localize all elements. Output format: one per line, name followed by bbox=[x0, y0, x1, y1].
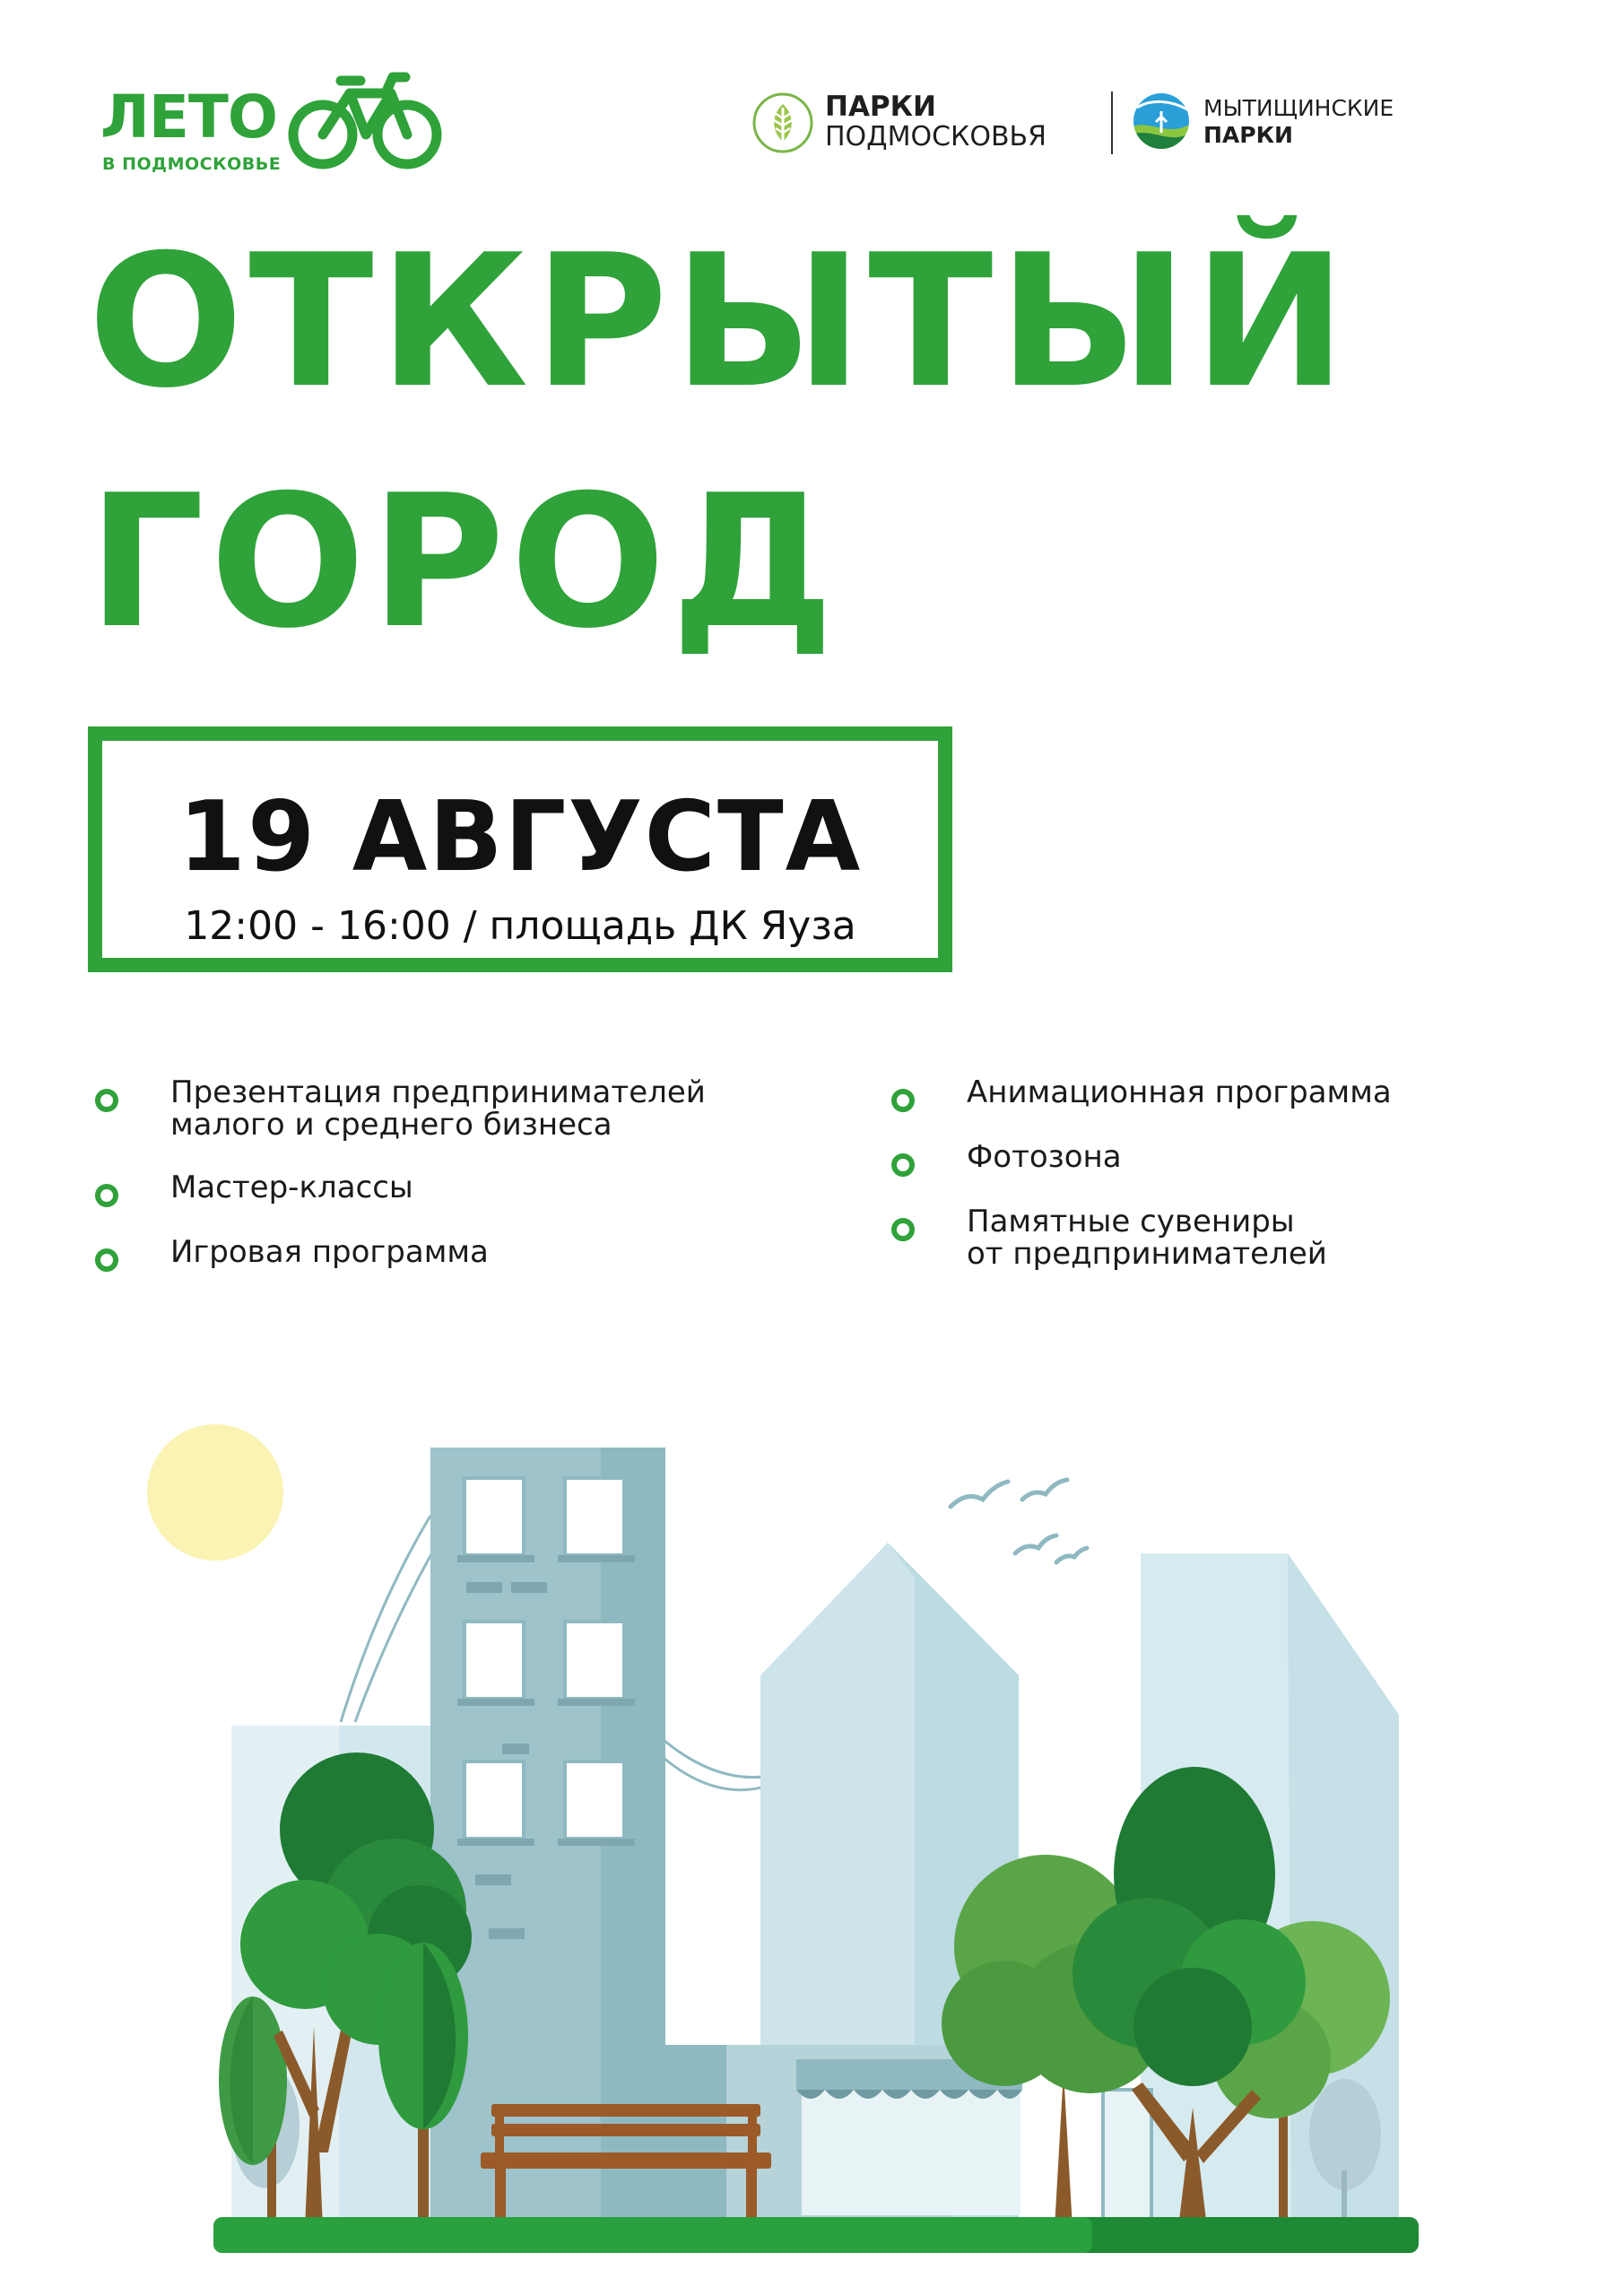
birds-shape bbox=[951, 1480, 1087, 1562]
parks-logo-line1: ПАРКИ bbox=[825, 91, 936, 123]
parks-of-moscow-region-logo bbox=[751, 90, 1092, 161]
event-date: 19 АВГУСТА bbox=[178, 781, 863, 893]
mytishchi-logo-line1: МЫТИЩИНСКИЕ bbox=[1203, 95, 1394, 121]
summer-logo-word: ЛЕТО bbox=[100, 83, 278, 152]
event-title-line2: ГОРОД bbox=[88, 457, 840, 669]
program-item-label: Памятные сувениры от предпринимателей bbox=[967, 1204, 1327, 1272]
program-item-label: Фотозона bbox=[967, 1139, 1122, 1175]
program-list-right bbox=[891, 1076, 1573, 1270]
event-time-place: 12:00 - 16:00 / площадь ДК Яуза bbox=[184, 903, 856, 949]
mytishchi-parks-logo bbox=[1132, 90, 1428, 161]
summer-logo-subtitle: В ПОДМОСКОВЬЕ bbox=[102, 154, 282, 174]
bullet-icon bbox=[891, 1089, 915, 1112]
mytishchi-logo-line2: ПАРКИ bbox=[1203, 122, 1293, 148]
program-item-label: Презентация предпринимателей малого и среднего бизнеса bbox=[170, 1074, 706, 1143]
bicycle-icon bbox=[285, 70, 445, 170]
program-list-left bbox=[95, 1076, 812, 1268]
bullet-icon bbox=[891, 1153, 915, 1177]
sun-shape bbox=[147, 1424, 283, 1561]
program-item bbox=[891, 1205, 1573, 1270]
program-item bbox=[95, 1076, 812, 1141]
program-item bbox=[95, 1236, 812, 1268]
city-illustration bbox=[0, 1399, 1624, 2296]
bullet-icon bbox=[95, 1184, 118, 1207]
event-title-line1: ОТКРЫТЫЙ bbox=[88, 216, 1352, 429]
program-item-label: Игровая программа bbox=[170, 1234, 489, 1270]
program-item bbox=[891, 1076, 1573, 1109]
program-item bbox=[891, 1141, 1573, 1173]
bullet-icon bbox=[95, 1089, 118, 1112]
program-item bbox=[95, 1171, 812, 1204]
logo-divider bbox=[1111, 91, 1113, 154]
program-item-label: Мастер-классы bbox=[170, 1170, 413, 1205]
globe-icon bbox=[1132, 91, 1191, 151]
parks-logo-line2: ПОДМОСКОВЬЯ bbox=[825, 121, 1046, 152]
date-box bbox=[88, 726, 952, 972]
bullet-icon bbox=[95, 1248, 118, 1272]
summer-logo bbox=[99, 70, 448, 178]
program-item-label: Анимационная программа bbox=[967, 1074, 1392, 1110]
leaf-icon bbox=[751, 91, 814, 154]
bullet-icon bbox=[891, 1218, 915, 1241]
